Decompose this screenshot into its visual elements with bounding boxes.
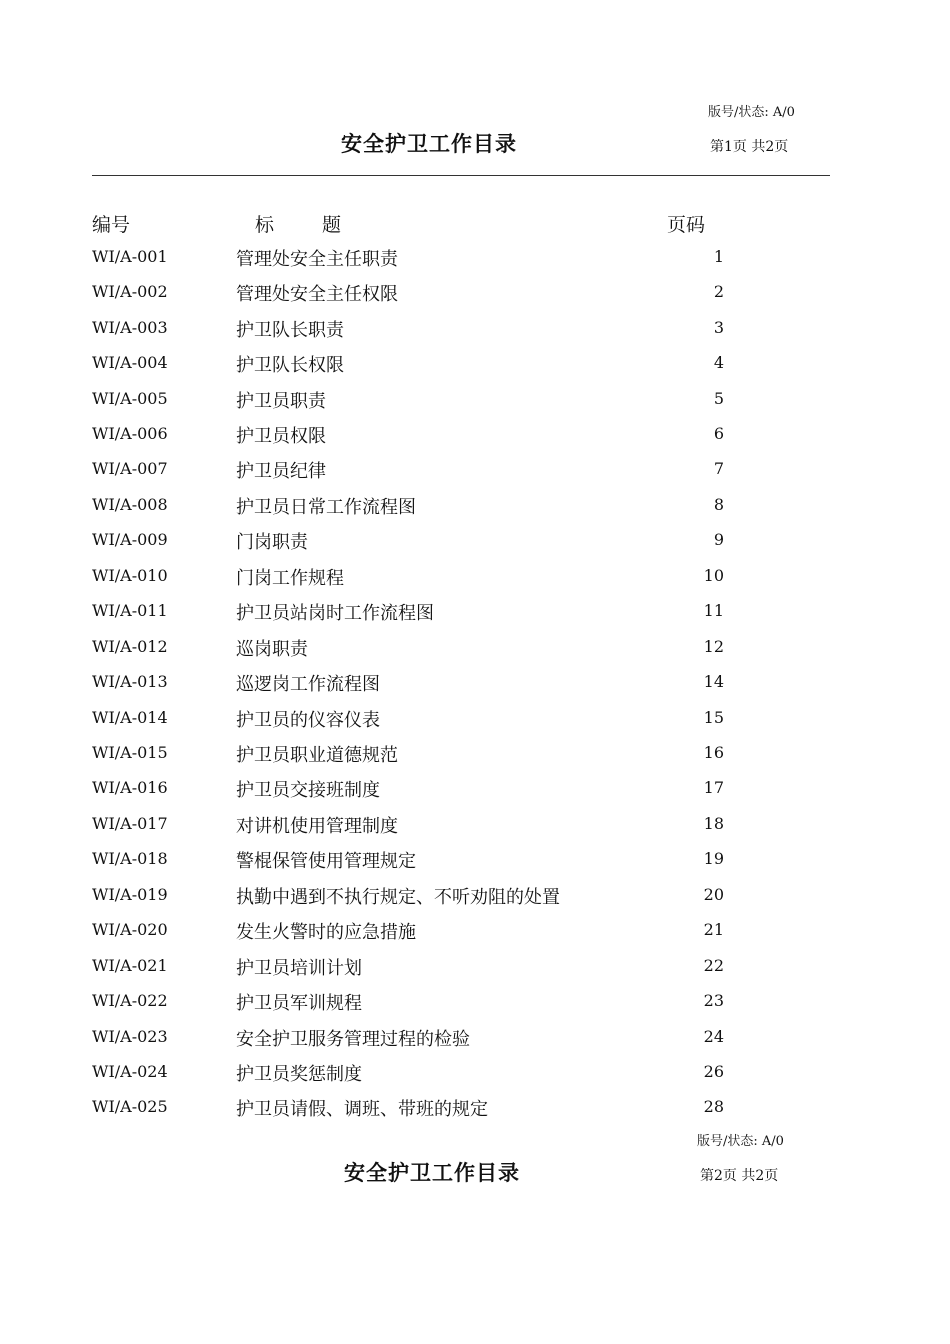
toc-page: 14 — [703, 672, 724, 691]
toc-row — [0, 846, 950, 876]
toc-title: 管理处安全主任权限 — [236, 284, 398, 305]
toc-row — [0, 598, 950, 628]
toc-row — [0, 350, 950, 380]
toc-row — [0, 1059, 950, 1089]
toc-title: 护卫员权限 — [236, 426, 326, 447]
toc-page: 18 — [703, 814, 724, 833]
toc-title: 巡逻岗工作流程图 — [236, 674, 380, 695]
column-header-title-part1: 标 — [255, 214, 275, 236]
toc-page: 21 — [703, 920, 724, 939]
toc-code: WI/A-017 — [92, 814, 168, 833]
page-title: 安全护卫工作目录 — [341, 132, 517, 156]
toc-page: 9 — [713, 530, 724, 549]
toc-row — [0, 917, 950, 947]
toc-row — [0, 315, 950, 345]
toc-code: WI/A-015 — [92, 743, 168, 762]
toc-title: 警棍保管使用管理规定 — [236, 851, 416, 872]
toc-row — [0, 244, 950, 274]
toc-title: 护卫员职责 — [236, 391, 326, 412]
toc-title: 护卫员的仪容仪表 — [236, 710, 380, 731]
toc-row — [0, 669, 950, 699]
toc-page: 2 — [713, 282, 724, 301]
toc-row — [0, 988, 950, 1018]
toc-page: 23 — [703, 991, 724, 1010]
toc-row — [0, 456, 950, 486]
toc-page: 10 — [703, 566, 724, 585]
toc-page: 17 — [703, 778, 724, 797]
toc-row — [0, 740, 950, 770]
toc-code: WI/A-020 — [92, 920, 168, 939]
toc-title: 巡岗职责 — [236, 639, 308, 660]
toc-title: 门岗职责 — [236, 532, 308, 553]
version-status-page2: 版号/状态: A/0 — [697, 1134, 784, 1149]
toc-title: 护卫队长权限 — [236, 355, 344, 376]
toc-title: 护卫员请假、调班、带班的规定 — [236, 1099, 488, 1120]
toc-title: 护卫员奖惩制度 — [236, 1064, 362, 1085]
toc-row — [0, 563, 950, 593]
toc-row — [0, 1094, 950, 1124]
toc-page: 1 — [713, 247, 724, 266]
toc-code: WI/A-021 — [92, 956, 168, 975]
toc-code: WI/A-003 — [92, 318, 168, 337]
toc-code: WI/A-002 — [92, 282, 168, 301]
toc-code: WI/A-014 — [92, 708, 168, 727]
toc-code: WI/A-009 — [92, 530, 168, 549]
toc-row — [0, 634, 950, 664]
toc-code: WI/A-007 — [92, 459, 168, 478]
toc-code: WI/A-018 — [92, 849, 168, 868]
toc-page: 4 — [713, 353, 724, 372]
toc-title: 门岗工作规程 — [236, 568, 344, 589]
toc-row — [0, 953, 950, 983]
toc-code: WI/A-013 — [92, 672, 168, 691]
header-divider — [92, 175, 830, 176]
toc-title: 安全护卫服务管理过程的检验 — [236, 1029, 470, 1050]
toc-title: 对讲机使用管理制度 — [236, 816, 398, 837]
toc-code: WI/A-023 — [92, 1027, 168, 1046]
toc-page: 12 — [703, 637, 724, 656]
column-header-page: 页码 — [667, 214, 706, 236]
toc-title: 管理处安全主任职责 — [236, 249, 398, 270]
toc-row — [0, 1024, 950, 1054]
toc-row — [0, 882, 950, 912]
toc-code: WI/A-025 — [92, 1097, 168, 1116]
toc-page: 26 — [703, 1062, 724, 1081]
toc-code: WI/A-012 — [92, 637, 168, 656]
toc-page: 11 — [703, 601, 724, 620]
toc-row — [0, 386, 950, 416]
toc-title: 护卫队长职责 — [236, 320, 344, 341]
toc-code: WI/A-005 — [92, 389, 168, 408]
toc-row — [0, 775, 950, 805]
toc-page: 5 — [713, 389, 724, 408]
toc-code: WI/A-001 — [92, 247, 168, 266]
column-header-title-part2: 题 — [322, 214, 342, 236]
toc-code: WI/A-008 — [92, 495, 168, 514]
toc-row — [0, 279, 950, 309]
toc-page: 15 — [703, 708, 724, 727]
toc-code: WI/A-011 — [92, 601, 168, 620]
toc-code: WI/A-006 — [92, 424, 168, 443]
toc-page: 8 — [713, 495, 724, 514]
toc-page: 6 — [713, 424, 724, 443]
toc-title: 护卫员军训规程 — [236, 993, 362, 1014]
toc-row — [0, 527, 950, 557]
toc-page: 7 — [713, 459, 724, 478]
toc-code: WI/A-019 — [92, 885, 168, 904]
toc-title: 护卫员培训计划 — [236, 958, 362, 979]
page-number-info: 第1页 共2页 — [710, 139, 789, 155]
toc-code: WI/A-022 — [92, 991, 168, 1010]
toc-row — [0, 492, 950, 522]
toc-row — [0, 705, 950, 735]
toc-title: 护卫员职业道德规范 — [236, 745, 398, 766]
toc-title: 护卫员交接班制度 — [236, 780, 380, 801]
toc-title: 发生火警时的应急措施 — [236, 922, 416, 943]
page-number-info-page2: 第2页 共2页 — [700, 1168, 779, 1184]
toc-code: WI/A-024 — [92, 1062, 168, 1081]
toc-page: 24 — [703, 1027, 724, 1046]
toc-title: 执勤中遇到不执行规定、不听劝阻的处置 — [236, 887, 560, 908]
version-status: 版号/状态: A/0 — [708, 105, 795, 120]
toc-page: 19 — [703, 849, 724, 868]
toc-title: 护卫员日常工作流程图 — [236, 497, 416, 518]
toc-page: 3 — [713, 318, 724, 337]
toc-page: 20 — [703, 885, 724, 904]
page-title-page2: 安全护卫工作目录 — [344, 1161, 520, 1185]
toc-page: 16 — [703, 743, 724, 762]
toc-page: 22 — [703, 956, 724, 975]
toc-code: WI/A-016 — [92, 778, 168, 797]
toc-row — [0, 421, 950, 451]
toc-page: 28 — [703, 1097, 724, 1116]
toc-title: 护卫员纪律 — [236, 461, 326, 482]
toc-title: 护卫员站岗时工作流程图 — [236, 603, 434, 624]
column-header-code: 编号 — [92, 214, 131, 236]
toc-code: WI/A-010 — [92, 566, 168, 585]
toc-row — [0, 811, 950, 841]
toc-code: WI/A-004 — [92, 353, 168, 372]
